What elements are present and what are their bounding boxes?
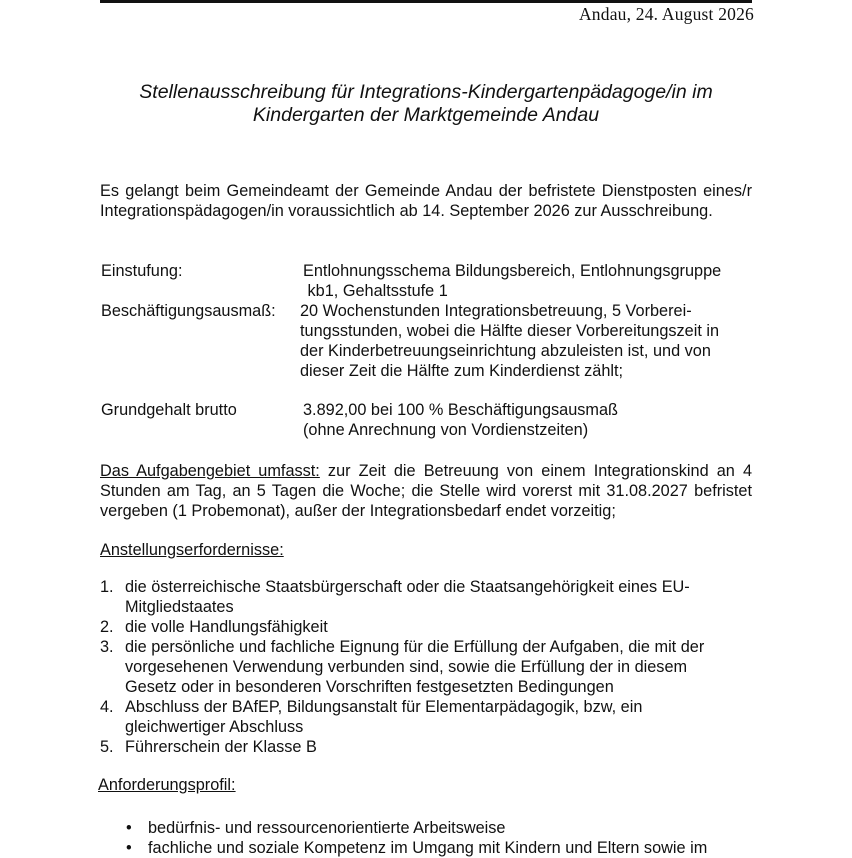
detail-label-beschaeftigungsausmass: Beschäftigungsausmaß: xyxy=(101,302,276,320)
detail-value-grundgehalt xyxy=(303,400,755,440)
detail-value-line: 20 Wochenstunden Integrationsbetreuung, 5 Vorberei- xyxy=(300,302,692,320)
tasks-paragraph xyxy=(100,461,752,521)
detail-value-line: der Kinderbetreuungseinrichtung abzuleisten ist, und von xyxy=(300,342,711,360)
list-item-line: die volle Handlungsfähigkeit xyxy=(125,618,328,636)
list-item-line: vorgesehenen Verwendung verbunden sind, sowie die Erfüllung der in diesem xyxy=(125,658,688,676)
detail-value-einstufung xyxy=(303,261,755,301)
detail-label-grundgehalt: Grundgehalt brutto xyxy=(101,401,237,419)
list-item xyxy=(100,617,752,637)
detail-value-line: (ohne Anrechnung von Vordienstzeiten) xyxy=(303,421,589,439)
list-item-line: Mitgliedstaates xyxy=(125,598,234,616)
list-item xyxy=(100,697,752,737)
list-item-line: fachliche und soziale Kompetenz im Umgang mit Kindern und Eltern sowie im xyxy=(148,839,708,857)
list-number: 1. xyxy=(100,578,114,596)
top-rule xyxy=(100,0,752,3)
list-item-line: bedürfnis- und ressourcenorientierte Arbeitsweise xyxy=(148,819,506,837)
list-item-line: Gesetz oder in besonderen Vorschriften festgesetzten Bedingungen xyxy=(125,678,614,696)
intro-paragraph: Es gelangt beim Gemeindeamt der Gemeinde Andau der befristete Dienstposten eines/r Integrationspädagogen/in voraussichtlich ab 14. September 2026 zur Ausschreibung. xyxy=(100,182,752,220)
title-line-2: Kindergarten der Marktgemeinde Andau xyxy=(252,104,600,126)
detail-value-line: Entlohnungsschema Bildungsbereich, Entlohnungsgruppe xyxy=(303,262,722,280)
list-item xyxy=(100,818,752,838)
page-title xyxy=(100,81,752,127)
requirements-heading: Anstellungserfordernisse: xyxy=(100,541,284,559)
list-item-line: Führerschein der Klasse B xyxy=(125,738,317,756)
detail-value-line: dieser Zeit die Hälfte zum Kinderdienst zählt; xyxy=(300,362,624,380)
bullet-icon: • xyxy=(126,819,132,837)
detail-value-line: kb1, Gehaltsstufe 1 xyxy=(303,282,448,300)
requirements-list xyxy=(100,577,752,757)
list-item-line: die österreichische Staatsbürgerschaft oder die Staatsangehörigkeit eines EU- xyxy=(125,578,690,596)
list-number: 2. xyxy=(100,618,114,636)
detail-value-line: 3.892,00 bei 100 % Beschäftigungsausmaß xyxy=(303,401,618,419)
list-item-line: gleichwertiger Abschluss xyxy=(125,718,304,736)
detail-value-line: tungsstunden, wobei die Hälfte dieser Vorbereitungszeit in xyxy=(300,322,720,340)
list-item xyxy=(100,838,752,858)
list-item xyxy=(100,737,752,757)
title-line-1: Stellenausschreibung für Integrations-Kindergartenpädagoge/in im xyxy=(139,81,713,103)
profile-heading: Anforderungsprofil: xyxy=(98,776,236,794)
list-item xyxy=(100,577,752,617)
list-number: 3. xyxy=(100,638,114,656)
detail-label-einstufung: Einstufung: xyxy=(101,262,183,280)
date-line: Andau, 24. August 2026 xyxy=(578,4,754,24)
profile-list xyxy=(100,818,752,858)
detail-value-beschaeftigungsausmass xyxy=(300,301,752,381)
list-item xyxy=(100,637,752,697)
tasks-text: zur Zeit die Betreuung von einem Integrationskind an 4 Stunden am Tag, an 5 Tagen die Woche; die Stelle wird vorerst mit 31.08.2027 befristet vergeben (1 Probemonat), außer der Integrationsbedarf endet vorzeitig; xyxy=(100,462,752,520)
list-number: 4. xyxy=(100,698,114,716)
list-item-line: Abschluss der BAfEP, Bildungsanstalt für Elementarpädagogik, bzw, ein xyxy=(125,698,643,716)
bullet-icon: • xyxy=(126,839,132,857)
list-item-line: die persönliche und fachliche Eignung für die Erfüllung der Aufgaben, die mit der xyxy=(125,638,705,656)
list-number: 5. xyxy=(100,738,114,756)
tasks-heading: Das Aufgabengebiet umfasst: xyxy=(100,462,320,480)
